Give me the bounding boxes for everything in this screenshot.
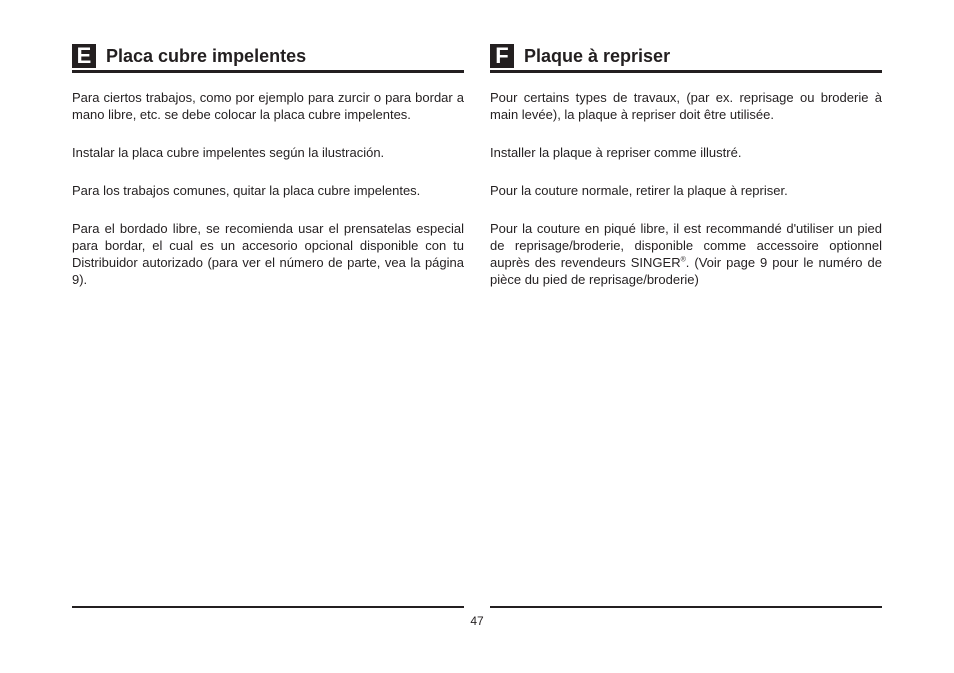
french-paragraph-4-text-b: . (Voir page 9 pour le numéro de pièce du pied de reprisage/broderie) xyxy=(490,255,882,287)
registered-trademark-mark: ® xyxy=(680,256,686,264)
french-body xyxy=(490,89,882,288)
french-paragraph-4-text-a: Pour la couture en piqué libre, il est recommandé d'utiliser un pied de reprisage/broderie, disponible comme accessoire optionnel auprès des revendeurs SINGER xyxy=(490,221,882,270)
footer-rule-right xyxy=(490,606,882,608)
spanish-paragraph-3: Para los trabajos comunes, quitar la placa cubre impelentes. xyxy=(72,183,421,198)
french-paragraph-3: Pour la couture normale, retirer la plaque à repriser. xyxy=(490,183,788,198)
french-paragraph-2: Installer la plaque à repriser comme illustré. xyxy=(490,145,742,160)
spanish-body xyxy=(72,89,464,288)
french-title: Plaque à repriser xyxy=(524,46,671,66)
spanish-paragraph-1: Para ciertos trabajos, como por ejemplo para zurcir o para bordar a mano libre, etc. se debe colocar la placa cubre impelentes. xyxy=(72,90,464,122)
french-paragraph-4 xyxy=(490,220,882,288)
spanish-title: Placa cubre impelentes xyxy=(106,46,307,66)
spanish-heading xyxy=(72,44,464,73)
page-number: 47 xyxy=(470,614,484,628)
french-section xyxy=(490,44,882,288)
spanish-section xyxy=(72,44,464,288)
spanish-language-badge: E xyxy=(72,44,96,68)
french-language-badge: F xyxy=(490,44,514,68)
footer-rule-left xyxy=(72,606,464,608)
spanish-paragraph-2: Instalar la placa cubre impelentes según la ilustración. xyxy=(72,145,385,160)
french-heading xyxy=(490,44,882,73)
spanish-paragraph-4: Para el bordado libre, se recomienda usar el prensatelas especial para bordar, el cual es un accesorio opcional disponible con tu Distribuidor autorizado (para ver el número de parte, vea la página 9). xyxy=(72,221,464,287)
french-paragraph-1: Pour certains types de travaux, (par ex. reprisage ou broderie à main levée), la plaque à repriser doit être utilisée. xyxy=(490,90,882,122)
